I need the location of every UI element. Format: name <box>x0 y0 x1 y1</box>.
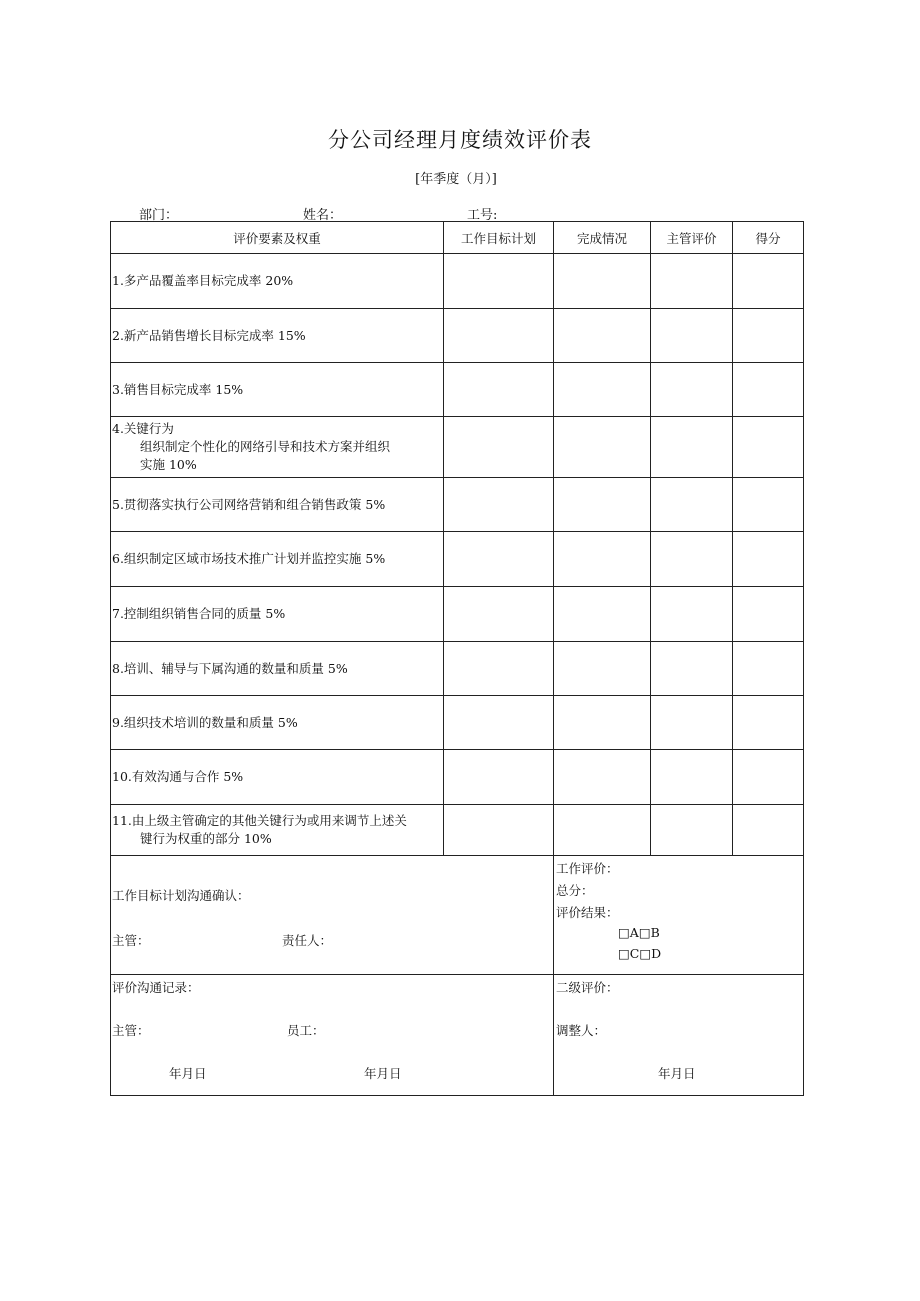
table-row <box>111 805 804 856</box>
criteria-label: 2.新产品销售增长目标完成率 15% <box>112 327 306 343</box>
criteria-detail: 键行为权重的部分 10% <box>140 831 272 846</box>
dept-label: 部门： <box>139 208 179 223</box>
criteria-detail: 实施 10% <box>140 457 197 472</box>
name-label: 姓名： <box>303 208 343 223</box>
score-cell[interactable] <box>733 363 804 417</box>
criteria-label: 9.组织技术培训的数量和质量 5% <box>112 714 298 730</box>
supervisor-label: 主管： <box>112 933 150 948</box>
supervisor-eval-cell[interactable] <box>651 750 733 805</box>
criteria-label: 3.销售目标完成率 15% <box>112 381 244 397</box>
table-row <box>111 750 804 805</box>
employee-date: 年月日 <box>364 1066 402 1081</box>
page-title: 分公司经理月度绩效评价表 <box>328 128 592 152</box>
period-subtitle: [年季度（月）] <box>415 172 497 187</box>
criteria-label: 1.多产品覆盖率目标完成率 20% <box>112 273 294 288</box>
supervisor-eval-cell[interactable] <box>651 363 733 417</box>
criteria-label: 10.有效沟通与合作 5% <box>112 769 244 784</box>
supervisor-eval-cell[interactable] <box>651 587 733 642</box>
employee-id-label: 工号: <box>467 208 498 223</box>
evaluation-table <box>110 221 804 856</box>
supervisor-eval-cell[interactable] <box>651 532 733 587</box>
table-row <box>111 587 804 642</box>
completion-cell[interactable] <box>554 805 651 856</box>
table-row <box>111 363 804 417</box>
table-row <box>111 309 804 363</box>
criteria-detail: 组织制定个性化的网络引导和技术方案并组织 <box>140 439 391 454</box>
second-eval-cell[interactable] <box>554 975 804 1096</box>
criteria-label: 11.由上级主管确定的其他关键行为或用来调节上述关 <box>112 813 407 828</box>
plan-cell[interactable] <box>444 478 554 532</box>
plan-cell[interactable] <box>444 532 554 587</box>
score-cell[interactable] <box>733 254 804 309</box>
plan-confirm-label: 工作目标计划沟通确认： <box>112 888 250 903</box>
table-row <box>111 642 804 696</box>
adjuster-label: 调整人： <box>556 1023 607 1038</box>
col-header-completion: 完成情况 <box>554 222 651 254</box>
supervisor-eval-cell[interactable] <box>651 805 733 856</box>
second-eval-label: 二级评价： <box>556 980 619 995</box>
plan-cell[interactable] <box>444 805 554 856</box>
completion-cell[interactable] <box>554 750 651 805</box>
plan-cell[interactable] <box>444 363 554 417</box>
result-options-ab[interactable]: □A□B <box>618 925 660 940</box>
score-cell[interactable] <box>733 532 804 587</box>
work-eval-label: 工作评价： <box>556 861 619 876</box>
plan-cell[interactable] <box>444 309 554 363</box>
score-cell[interactable] <box>733 478 804 532</box>
completion-cell[interactable] <box>554 696 651 750</box>
col-header-supervisor-eval: 主管评价 <box>651 222 733 254</box>
criteria-label: 6.组织制定区域市场技术推广计划并监控实施 5% <box>112 551 386 566</box>
criteria-label: 4.关键行为 <box>112 421 174 436</box>
table-header-row <box>111 222 804 254</box>
supervisor-eval-cell[interactable] <box>651 696 733 750</box>
completion-cell[interactable] <box>554 417 651 478</box>
score-cell[interactable] <box>733 417 804 478</box>
supervisor-eval-cell[interactable] <box>651 478 733 532</box>
completion-cell[interactable] <box>554 532 651 587</box>
criteria-label: 7.控制组织销售合同的质量 5% <box>112 606 286 621</box>
adjust-date: 年月日 <box>658 1066 696 1081</box>
plan-cell[interactable] <box>444 750 554 805</box>
score-cell[interactable] <box>733 309 804 363</box>
supervisor-eval-cell[interactable] <box>651 642 733 696</box>
plan-confirm-cell[interactable] <box>111 856 554 975</box>
completion-cell[interactable] <box>554 309 651 363</box>
criteria-label: 8.培训、辅导与下属沟通的数量和质量 5% <box>112 660 348 676</box>
completion-cell[interactable] <box>554 254 651 309</box>
plan-cell[interactable] <box>444 696 554 750</box>
col-header-score: 得分 <box>733 222 804 254</box>
score-cell[interactable] <box>733 587 804 642</box>
work-eval-cell[interactable] <box>554 856 804 975</box>
completion-cell[interactable] <box>554 478 651 532</box>
supervisor-eval-cell[interactable] <box>651 254 733 309</box>
employee-label: 员工： <box>287 1023 325 1038</box>
score-cell[interactable] <box>733 642 804 696</box>
completion-cell[interactable] <box>554 363 651 417</box>
completion-cell[interactable] <box>554 642 651 696</box>
criteria-label: 5.贯彻落实执行公司网络营销和组合销售政策 5% <box>112 496 386 512</box>
table-row <box>111 696 804 750</box>
responsible-label: 责任人： <box>282 933 333 948</box>
completion-cell[interactable] <box>554 587 651 642</box>
col-header-criteria: 评价要素及权重 <box>111 222 444 254</box>
result-options-cd[interactable]: □C□D <box>618 946 662 961</box>
score-cell[interactable] <box>733 750 804 805</box>
supervisor-eval-cell[interactable] <box>651 417 733 478</box>
signoff-table <box>110 855 804 1096</box>
plan-cell[interactable] <box>444 254 554 309</box>
supervisor-date: 年月日 <box>169 1066 207 1081</box>
table-row <box>111 254 804 309</box>
table-row <box>111 417 804 478</box>
plan-cell[interactable] <box>444 417 554 478</box>
score-cell[interactable] <box>733 696 804 750</box>
supervisor-eval-cell[interactable] <box>651 309 733 363</box>
eval-result-label: 评价结果： <box>556 905 619 920</box>
plan-cell[interactable] <box>444 642 554 696</box>
eval-record-label: 评价沟通记录： <box>112 980 200 995</box>
table-row <box>111 532 804 587</box>
score-cell[interactable] <box>733 805 804 856</box>
record-supervisor-label: 主管： <box>112 1023 150 1038</box>
eval-record-cell[interactable] <box>111 975 554 1096</box>
plan-cell[interactable] <box>444 587 554 642</box>
col-header-plan: 工作目标计划 <box>444 222 554 254</box>
table-row <box>111 478 804 532</box>
total-score-label: 总分： <box>556 883 594 898</box>
